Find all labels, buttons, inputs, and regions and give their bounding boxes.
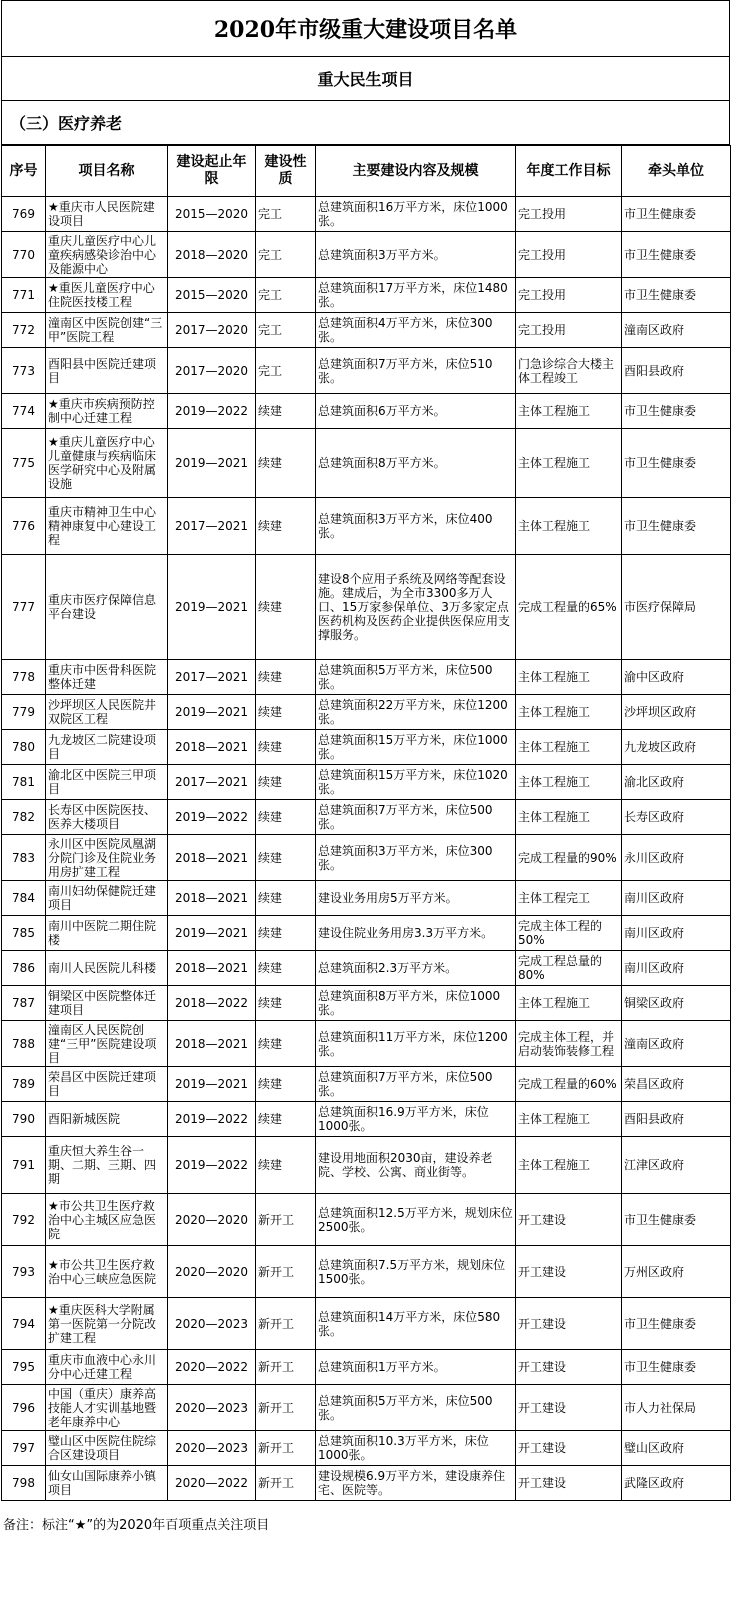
- page-subtitle: 重大民生项目: [1, 57, 730, 101]
- table-row: [2, 1102, 731, 1137]
- cell-goal: 完成工程量的90%: [516, 835, 622, 881]
- cell-name: 酉阳新城医院: [46, 1102, 168, 1137]
- cell-no: 788: [2, 1021, 46, 1067]
- cell-no: 770: [2, 232, 46, 278]
- cell-name: 荣昌区中医院迁建项目: [46, 1067, 168, 1102]
- cell-unit: 铜梁区政府: [622, 986, 731, 1021]
- cell-content: 总建筑面积15万平方米，床位1020张。: [316, 765, 516, 800]
- cell-name: 重庆市精神卫生中心精神康复中心建设工程: [46, 498, 168, 555]
- cell-name: 重庆市中医骨科医院整体迁建: [46, 660, 168, 695]
- cell-goal: 开工建设: [516, 1466, 622, 1501]
- table-row: [2, 278, 731, 313]
- cell-content: 总建筑面积3万平方米，床位300张。: [316, 835, 516, 881]
- cell-no: 796: [2, 1385, 46, 1431]
- cell-name: ★重庆市人民医院建设项目: [46, 197, 168, 232]
- cell-years: 2017—2020: [168, 348, 256, 394]
- cell-nature: 续建: [256, 498, 316, 555]
- cell-content: 总建筑面积3万平方米。: [316, 232, 516, 278]
- table-row: [2, 800, 731, 835]
- table-row: [2, 348, 731, 394]
- table-row: [2, 394, 731, 429]
- cell-no: 779: [2, 695, 46, 730]
- table-body: [2, 197, 731, 1501]
- cell-unit: 长寿区政府: [622, 800, 731, 835]
- cell-unit: 南川区政府: [622, 881, 731, 916]
- cell-nature: 完工: [256, 197, 316, 232]
- cell-content: 总建筑面积7万平方米，床位500张。: [316, 800, 516, 835]
- cell-goal: 开工建设: [516, 1298, 622, 1350]
- cell-goal: 开工建设: [516, 1385, 622, 1431]
- cell-goal: 完工投用: [516, 197, 622, 232]
- cell-years: 2018—2020: [168, 232, 256, 278]
- cell-no: 781: [2, 765, 46, 800]
- table-row: [2, 1067, 731, 1102]
- cell-goal: 主体工程施工: [516, 429, 622, 498]
- cell-unit: 南川区政府: [622, 916, 731, 951]
- cell-no: 784: [2, 881, 46, 916]
- cell-unit: 市卫生健康委: [622, 498, 731, 555]
- cell-goal: 完成工程量的65%: [516, 555, 622, 660]
- cell-content: 总建筑面积6万平方米。: [316, 394, 516, 429]
- cell-name: 南川妇幼保健院迁建项目: [46, 881, 168, 916]
- cell-name: ★重医儿童医疗中心住院医技楼工程: [46, 278, 168, 313]
- cell-content: 总建筑面积8万平方米。: [316, 429, 516, 498]
- cell-unit: 市卫生健康委: [622, 1350, 731, 1385]
- cell-goal: 主体工程施工: [516, 800, 622, 835]
- cell-nature: 续建: [256, 429, 316, 498]
- cell-no: 778: [2, 660, 46, 695]
- cell-name: 潼南区人民医院创建“三甲”医院建设项目: [46, 1021, 168, 1067]
- header-unit: 牵头单位: [622, 146, 731, 197]
- cell-no: 789: [2, 1067, 46, 1102]
- cell-content: 总建筑面积16.9万平方米，床位1000张。: [316, 1102, 516, 1137]
- cell-unit: 渝北区政府: [622, 765, 731, 800]
- cell-unit: 市卫生健康委: [622, 278, 731, 313]
- cell-years: 2017—2021: [168, 765, 256, 800]
- cell-content: 总建筑面积7.5万平方米，规划床位1500张。: [316, 1246, 516, 1298]
- cell-nature: 新开工: [256, 1246, 316, 1298]
- cell-no: 771: [2, 278, 46, 313]
- cell-unit: 市卫生健康委: [622, 197, 731, 232]
- cell-no: 777: [2, 555, 46, 660]
- cell-years: 2015—2020: [168, 278, 256, 313]
- cell-name: 中国（重庆）康养高技能人才实训基地暨老年康养中心: [46, 1385, 168, 1431]
- cell-nature: 新开工: [256, 1298, 316, 1350]
- cell-name: 长寿区中医院医技、医养大楼项目: [46, 800, 168, 835]
- cell-years: 2017—2021: [168, 660, 256, 695]
- cell-years: 2018—2021: [168, 951, 256, 986]
- cell-unit: 荣昌区政府: [622, 1067, 731, 1102]
- cell-no: 792: [2, 1194, 46, 1246]
- cell-no: 780: [2, 730, 46, 765]
- cell-years: 2020—2023: [168, 1385, 256, 1431]
- table-row: [2, 429, 731, 498]
- table-row: [2, 881, 731, 916]
- table-row: [2, 1466, 731, 1501]
- cell-goal: 主体工程施工: [516, 498, 622, 555]
- table-header-row: [2, 146, 731, 197]
- table-row: [2, 765, 731, 800]
- cell-unit: 市医疗保障局: [622, 555, 731, 660]
- cell-no: 775: [2, 429, 46, 498]
- cell-name: 重庆恒大养生谷一期、二期、三期、四期: [46, 1137, 168, 1194]
- cell-content: 总建筑面积2.3万平方米。: [316, 951, 516, 986]
- table-row: [2, 232, 731, 278]
- cell-years: 2018—2021: [168, 881, 256, 916]
- cell-nature: 新开工: [256, 1431, 316, 1466]
- header-years: 建设起止年限: [168, 146, 256, 197]
- cell-nature: 续建: [256, 1102, 316, 1137]
- cell-name: 酉阳县中医院迁建项目: [46, 348, 168, 394]
- cell-nature: 续建: [256, 986, 316, 1021]
- section-heading: （三）医疗养老: [1, 101, 730, 145]
- document-page: [1, 0, 730, 1545]
- header-nature: 建设性质: [256, 146, 316, 197]
- cell-content: 总建筑面积3万平方米，床位400张。: [316, 498, 516, 555]
- cell-unit: 武隆区政府: [622, 1466, 731, 1501]
- cell-name: 渝北区中医院三甲项目: [46, 765, 168, 800]
- cell-content: 总建筑面积16万平方米，床位1000张。: [316, 197, 516, 232]
- cell-years: 2020—2023: [168, 1431, 256, 1466]
- cell-no: 772: [2, 313, 46, 348]
- cell-name: ★市公共卫生医疗救治中心三峡应急医院: [46, 1246, 168, 1298]
- cell-goal: 主体工程完工: [516, 881, 622, 916]
- cell-unit: 南川区政府: [622, 951, 731, 986]
- cell-content: 总建筑面积4万平方米，床位300张。: [316, 313, 516, 348]
- cell-no: 790: [2, 1102, 46, 1137]
- cell-years: 2020—2020: [168, 1246, 256, 1298]
- cell-unit: 市人力社保局: [622, 1385, 731, 1431]
- cell-years: 2019—2021: [168, 916, 256, 951]
- cell-unit: 沙坪坝区政府: [622, 695, 731, 730]
- cell-nature: 续建: [256, 1137, 316, 1194]
- cell-content: 建设规模6.9万平方米，建设康养住宅、医院等。: [316, 1466, 516, 1501]
- table-row: [2, 313, 731, 348]
- cell-years: 2019—2021: [168, 555, 256, 660]
- cell-no: 773: [2, 348, 46, 394]
- cell-nature: 新开工: [256, 1350, 316, 1385]
- cell-name: 九龙坡区二院建设项目: [46, 730, 168, 765]
- cell-goal: 主体工程施工: [516, 730, 622, 765]
- cell-nature: 新开工: [256, 1385, 316, 1431]
- cell-content: 总建筑面积12.5万平方米，规划床位2500张。: [316, 1194, 516, 1246]
- table-row: [2, 1021, 731, 1067]
- footnote: 备注：标注“★”的为2020年百项重点关注项目: [3, 1517, 270, 1533]
- cell-goal: 门急诊综合大楼主体工程竣工: [516, 348, 622, 394]
- cell-years: 2018—2021: [168, 1021, 256, 1067]
- cell-years: 2019—2022: [168, 1137, 256, 1194]
- cell-unit: 万州区政府: [622, 1246, 731, 1298]
- cell-nature: 续建: [256, 765, 316, 800]
- cell-years: 2019—2022: [168, 394, 256, 429]
- cell-content: 建设住院业务用房3.3万平方米。: [316, 916, 516, 951]
- cell-nature: 续建: [256, 881, 316, 916]
- cell-name: 铜梁区中医院整体迁建项目: [46, 986, 168, 1021]
- table-row: [2, 1246, 731, 1298]
- cell-no: 787: [2, 986, 46, 1021]
- table-row: [2, 1194, 731, 1246]
- cell-name: 潼南区中医院创建“三甲”医院工程: [46, 313, 168, 348]
- cell-content: 总建筑面积1万平方米。: [316, 1350, 516, 1385]
- cell-years: 2017—2020: [168, 313, 256, 348]
- cell-goal: 开工建设: [516, 1350, 622, 1385]
- cell-goal: 主体工程施工: [516, 1102, 622, 1137]
- cell-name: ★重庆儿童医疗中心儿童健康与疾病临床医学研究中心及附属设施: [46, 429, 168, 498]
- cell-goal: 完成主体工程的50%: [516, 916, 622, 951]
- cell-unit: 潼南区政府: [622, 313, 731, 348]
- cell-goal: 完工投用: [516, 278, 622, 313]
- cell-name: 重庆市医疗保障信息平台建设: [46, 555, 168, 660]
- cell-unit: 市卫生健康委: [622, 1194, 731, 1246]
- cell-years: 2020—2022: [168, 1466, 256, 1501]
- cell-no: 794: [2, 1298, 46, 1350]
- cell-goal: 主体工程施工: [516, 695, 622, 730]
- cell-goal: 开工建设: [516, 1246, 622, 1298]
- cell-years: 2020—2020: [168, 1194, 256, 1246]
- table-row: [2, 498, 731, 555]
- cell-nature: 续建: [256, 800, 316, 835]
- table-row: [2, 835, 731, 881]
- cell-no: 795: [2, 1350, 46, 1385]
- cell-no: 785: [2, 916, 46, 951]
- cell-name: 南川中医院二期住院楼: [46, 916, 168, 951]
- cell-no: 791: [2, 1137, 46, 1194]
- cell-unit: 市卫生健康委: [622, 394, 731, 429]
- cell-name: 璧山区中医院住院综合区建设项目: [46, 1431, 168, 1466]
- cell-unit: 九龙坡区政府: [622, 730, 731, 765]
- header-goal: 年度工作目标: [516, 146, 622, 197]
- cell-nature: 续建: [256, 394, 316, 429]
- cell-years: 2019—2021: [168, 1067, 256, 1102]
- table-row: [2, 986, 731, 1021]
- cell-name: 南川人民医院儿科楼: [46, 951, 168, 986]
- cell-years: 2020—2023: [168, 1298, 256, 1350]
- cell-content: 总建筑面积17万平方米，床位1480张。: [316, 278, 516, 313]
- cell-name: 仙女山国际康养小镇项目: [46, 1466, 168, 1501]
- cell-years: 2020—2022: [168, 1350, 256, 1385]
- cell-years: 2019—2022: [168, 800, 256, 835]
- cell-name: 重庆儿童医疗中心儿童疾病感染诊治中心及能源中心: [46, 232, 168, 278]
- cell-goal: 开工建设: [516, 1194, 622, 1246]
- cell-name: 永川区中医院凤凰湖分院门诊及住院业务用房扩建工程: [46, 835, 168, 881]
- cell-unit: 潼南区政府: [622, 1021, 731, 1067]
- cell-years: 2018—2021: [168, 730, 256, 765]
- cell-nature: 续建: [256, 835, 316, 881]
- cell-goal: 主体工程施工: [516, 986, 622, 1021]
- cell-years: 2019—2022: [168, 1102, 256, 1137]
- cell-years: 2017—2021: [168, 498, 256, 555]
- cell-content: 总建筑面积14万平方米，床位580张。: [316, 1298, 516, 1350]
- project-table: [1, 145, 731, 1501]
- cell-nature: 续建: [256, 730, 316, 765]
- cell-goal: 完成主体工程，并启动装饰装修工程: [516, 1021, 622, 1067]
- cell-content: 建设业务用房5万平方米。: [316, 881, 516, 916]
- cell-content: 总建筑面积7万平方米，床位510张。: [316, 348, 516, 394]
- cell-nature: 续建: [256, 916, 316, 951]
- cell-nature: 续建: [256, 1067, 316, 1102]
- table-row: [2, 916, 731, 951]
- cell-no: 786: [2, 951, 46, 986]
- cell-content: 总建筑面积8万平方米，床位1000张。: [316, 986, 516, 1021]
- cell-years: 2018—2022: [168, 986, 256, 1021]
- cell-no: 797: [2, 1431, 46, 1466]
- cell-nature: 完工: [256, 278, 316, 313]
- cell-unit: 市卫生健康委: [622, 232, 731, 278]
- table-row: [2, 1298, 731, 1350]
- cell-no: 798: [2, 1466, 46, 1501]
- cell-nature: 新开工: [256, 1194, 316, 1246]
- cell-nature: 完工: [256, 232, 316, 278]
- header-no: 序号: [2, 146, 46, 197]
- cell-nature: 续建: [256, 555, 316, 660]
- cell-name: ★市公共卫生医疗救治中心主城区应急医院: [46, 1194, 168, 1246]
- cell-name: 沙坪坝区人民医院井双院区工程: [46, 695, 168, 730]
- cell-years: 2019—2021: [168, 695, 256, 730]
- cell-years: 2015—2020: [168, 197, 256, 232]
- table-row: [2, 1431, 731, 1466]
- table-row: [2, 1350, 731, 1385]
- cell-nature: 续建: [256, 1021, 316, 1067]
- cell-goal: 完成工程量的60%: [516, 1067, 622, 1102]
- cell-nature: 续建: [256, 695, 316, 730]
- cell-name: ★重庆医科大学附属第一医院第一分院改扩建工程: [46, 1298, 168, 1350]
- cell-goal: 主体工程施工: [516, 660, 622, 695]
- header-name: 项目名称: [46, 146, 168, 197]
- cell-unit: 渝中区政府: [622, 660, 731, 695]
- cell-goal: 完工投用: [516, 313, 622, 348]
- cell-no: 774: [2, 394, 46, 429]
- table-row: [2, 660, 731, 695]
- cell-name: 重庆市血液中心永川分中心迁建工程: [46, 1350, 168, 1385]
- cell-unit: 永川区政府: [622, 835, 731, 881]
- cell-unit: 酉阳县政府: [622, 1102, 731, 1137]
- table-row: [2, 197, 731, 232]
- cell-content: 总建筑面积10.3万平方米，床位1000张。: [316, 1431, 516, 1466]
- cell-unit: 市卫生健康委: [622, 429, 731, 498]
- cell-goal: 主体工程施工: [516, 765, 622, 800]
- cell-nature: 完工: [256, 348, 316, 394]
- cell-no: 776: [2, 498, 46, 555]
- cell-unit: 酉阳县政府: [622, 348, 731, 394]
- table-row: [2, 730, 731, 765]
- cell-years: 2018—2021: [168, 835, 256, 881]
- cell-content: 总建筑面积22万平方米，床位1200张。: [316, 695, 516, 730]
- cell-goal: 完成工程总量的80%: [516, 951, 622, 986]
- cell-goal: 开工建设: [516, 1431, 622, 1466]
- cell-content: 总建筑面积15万平方米，床位1000张。: [316, 730, 516, 765]
- cell-no: 783: [2, 835, 46, 881]
- cell-content: 总建筑面积11万平方米，床位1200张。: [316, 1021, 516, 1067]
- cell-nature: 续建: [256, 951, 316, 986]
- cell-goal: 完工投用: [516, 232, 622, 278]
- cell-unit: 市卫生健康委: [622, 1298, 731, 1350]
- cell-unit: 江津区政府: [622, 1137, 731, 1194]
- cell-no: 793: [2, 1246, 46, 1298]
- cell-years: 2019—2021: [168, 429, 256, 498]
- cell-content: 总建筑面积7万平方米，床位500张。: [316, 1067, 516, 1102]
- table-row: [2, 695, 731, 730]
- cell-nature: 续建: [256, 660, 316, 695]
- table-row: [2, 555, 731, 660]
- cell-nature: 新开工: [256, 1466, 316, 1501]
- cell-content: 建设用地面积2030亩，建设养老院、学校、公寓、商业街等。: [316, 1137, 516, 1194]
- table-row: [2, 1385, 731, 1431]
- cell-content: 总建筑面积5万平方米，床位500张。: [316, 660, 516, 695]
- table-row: [2, 951, 731, 986]
- cell-goal: 主体工程施工: [516, 1137, 622, 1194]
- cell-unit: 璧山区政府: [622, 1431, 731, 1466]
- cell-no: 769: [2, 197, 46, 232]
- table-row: [2, 1137, 731, 1194]
- page-title: 2020年市级重大建设项目名单: [1, 0, 730, 57]
- header-content: 主要建设内容及规模: [316, 146, 516, 197]
- cell-nature: 完工: [256, 313, 316, 348]
- cell-no: 782: [2, 800, 46, 835]
- cell-name: ★重庆市疾病预防控制中心迁建工程: [46, 394, 168, 429]
- cell-goal: 主体工程施工: [516, 394, 622, 429]
- cell-content: 建设8个应用子系统及网络等配套设施。建成后，为全市3300多万人口、15万家参保单位、3万多家定点医药机构及医药企业提供医保应用支撑服务。: [316, 555, 516, 660]
- cell-content: 总建筑面积5万平方米，床位500张。: [316, 1385, 516, 1431]
